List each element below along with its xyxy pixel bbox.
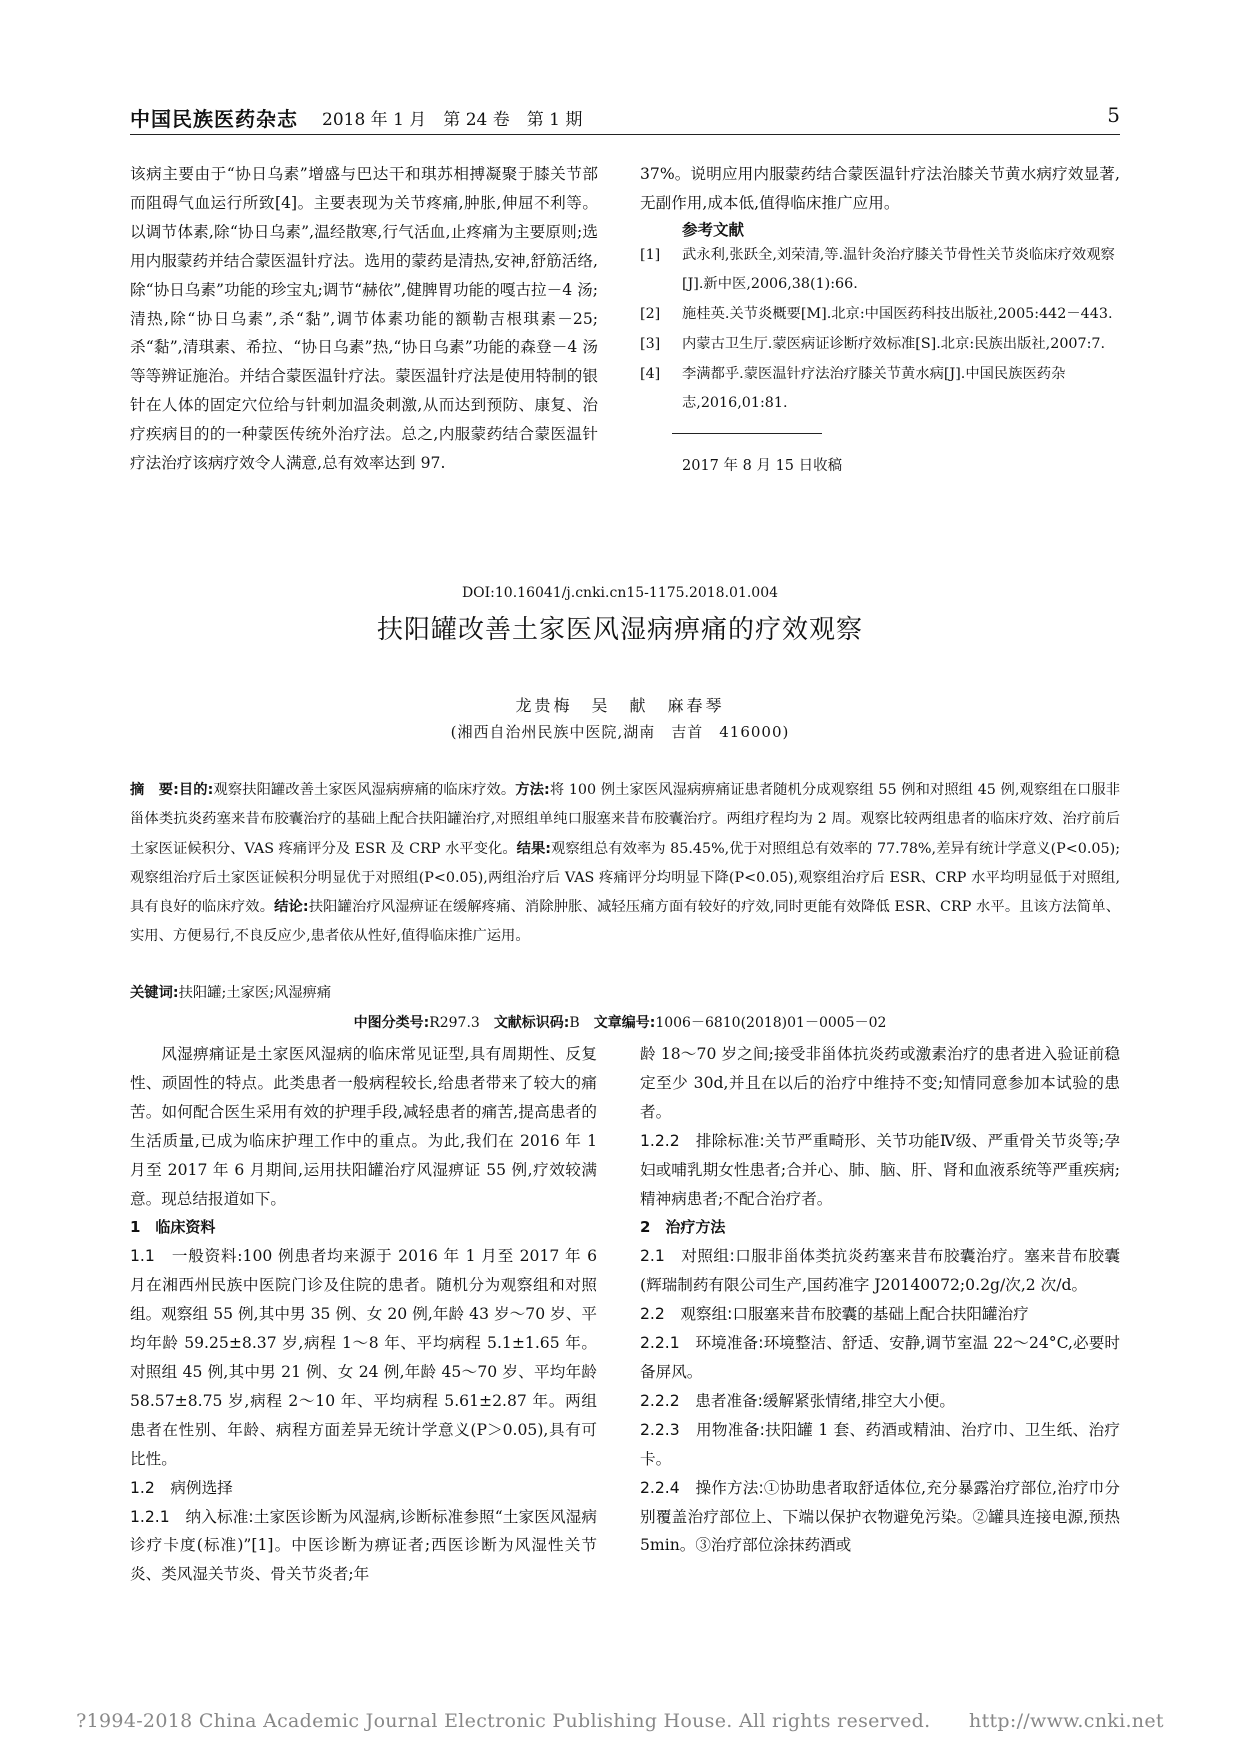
observation-group-paragraph <box>640 1300 1120 1329</box>
reference-number: [1] <box>640 246 661 263</box>
clc-value: R297.3 <box>429 1015 480 1031</box>
subsection-label: 1.2.1 纳入标准: <box>130 1507 254 1526</box>
reference-item <box>640 360 1120 418</box>
patient-prep-paragraph <box>640 1387 1120 1416</box>
doi: DOI:10.16041/j.cnki.cn15-1175.2018.01.004 <box>461 585 779 601</box>
objective-label: 目的: <box>178 782 214 798</box>
section-heading: 2 治疗方法 <box>640 1218 726 1237</box>
supplies-paragraph <box>640 1416 1120 1474</box>
reference-item <box>640 300 1120 329</box>
article-no-label: 文章编号: <box>593 1015 656 1031</box>
classification-line <box>0 1012 1240 1032</box>
references-heading: 参考文献 <box>682 220 745 239</box>
abstract-conclusion: 扶阳罐治疗风湿痹证在缓解疼痛、消除肿胀、减轻压痛方面有较好的疗效,同时更能有效降低 ESR、CRP 水平。且该方法简单、实用、方便易行,不良反应少,患者依从性好,值得临床推广运用。 <box>130 899 1121 945</box>
control-group-paragraph <box>640 1242 1120 1300</box>
subsection-label: 2.1 对照组: <box>640 1247 735 1266</box>
issue-info: 2018 年 1 月 第 24 卷 第 1 期 <box>322 110 583 130</box>
article-title: 扶阳罐改善土家医风湿病痹痛的疗效观察 <box>376 615 863 645</box>
body-left-column <box>130 1040 597 1589</box>
reference-text: 施桂英.关节炎概要[M].北京:中国医药科技出版社,2005:442－443. <box>682 305 1113 322</box>
results-label: 结果: <box>516 840 552 857</box>
intro-paragraph: 风湿痹痛证是土家医风湿病的临床常见证型,具有周期性、反复性、顽固性的特点。此类患者一般病程较长,给患者带来了较大的痛苦。如何配合医生采用有效的护理手段,减轻患者的痛苦,提高患者的生活质量,已成为临床护理工作中的重点。为此,我们在 2016 年 1 月至 2017 年 6 月期间,运用扶阳罐治疗风湿痹证 55 例,疗效较满意。现总结报道如下。 <box>130 1045 597 1208</box>
affiliation: (湘西自治州民族中医院,湖南 吉首 416000) <box>450 723 790 741</box>
reference-text: 内蒙古卫生厅.蒙医病证诊断疗效标准[S].北京:民族出版社,2007:7. <box>682 335 1106 352</box>
subsection-text: 口服塞来昔布胶囊的基础上配合扶阳罐治疗 <box>732 1305 1029 1324</box>
article-no-value: 1006－6810(2018)01－0005－02 <box>655 1015 887 1031</box>
subsection-label: 2.2.3 用物准备: <box>640 1420 765 1439</box>
subsection-label: 2.2.1 环境准备: <box>640 1334 764 1353</box>
abstract-methods: 将 100 例土家医风湿病痹痛证患者随机分成观察组 55 例和对照组 45 例,观察组在口服非甾体类抗炎药塞来昔布胶囊治疗的基础上配合扶阳罐治疗,对照组单纯口服塞来昔布胶囊治疗。两组疗程均为 2 周。观察比较两组患者的临床疗效、治疗前后土家医证候积分、VAS 疼痛评分及 ESR 及 CRP 水平变化。 <box>130 782 1121 857</box>
subsection-text: 土家医诊断为风湿病,诊断标准参照“土家医风湿病诊疗卡度(标准)”[1]。中医诊断为痹证者;西医诊断为风湿性关节炎、类风湿关节炎、骨关节炎者;年 <box>130 1507 597 1584</box>
references-end-rule <box>672 433 822 434</box>
procedure-paragraph <box>640 1474 1120 1561</box>
journal-name: 中国民族医药杂志 <box>130 107 298 131</box>
reference-number: [3] <box>640 335 661 352</box>
received-date: 2017 年 8 月 15 日收稿 <box>682 457 843 474</box>
inclusion-criteria-paragraph <box>130 1503 597 1590</box>
header-rule <box>130 134 1120 135</box>
subsection-label: 1.1 <box>130 1247 155 1266</box>
abstract-results: 观察组总有效率为 85.45%,优于对照组总有效率的 77.78%,差异有统计学意义(P<0.05);观察组治疗后土家医证候积分明显优于对照组(P<0.05),两组治疗后 VAS 疼痛评分均明显下降(P<0.05),观察组治疗后 ESR、CRP 水平均明显低于对照组,具有良好的临床疗效。 <box>130 840 1121 916</box>
reference-text: 李满都乎.蒙医温针疗法治疗膝关节黄水病[J].中国民族医药杂志,2016,01:81. <box>682 365 1066 411</box>
previous-article-conclusion: 37%。说明应用内服蒙药结合蒙医温针疗法治膝关节黄水病疗效显著,无副作用,成本低,值得临床推广应用。 <box>640 165 1120 212</box>
exclusion-criteria-paragraph <box>640 1127 1120 1214</box>
subsection-label: 2.2 观察组: <box>640 1305 733 1324</box>
doc-code-label: 文献标识码: <box>493 1015 570 1031</box>
methods-label: 方法: <box>515 782 550 798</box>
clc-label: 中图分类号: <box>353 1015 430 1031</box>
reference-item <box>640 241 1120 299</box>
reference-number: [4] <box>640 365 661 382</box>
subsection-text: 一般资料:100 例患者均来源于 2016 年 1 月至 2017 年 6 月在湘西州民族中医院门诊及住院的患者。随机分为观察组和对照组。观察组 55 例,其中男 35 例、女 20 例,年龄 43 岁～70 岁、平均年龄 59.25±8.37 岁,病程 1～8 年、平均病程 5.1±1.65 年。对照组 45 例,其中男 21 例、女 24 例,年龄 45～70 岁、平均年龄 58.57±8.75 岁,病程 2～10 年、平均病程 5.61±2.87 年。两组患者在性别、年龄、病程方面差异无统计学意义(P＞0.05),具有可比性。 <box>130 1247 597 1468</box>
subsection-text: ①协助患者取舒适体位,充分暴露治疗部位,治疗巾分别覆盖治疗部位上、下端以保护衣物避免污染。②罐具连接电源,预热 5min。③治疗部位涂抹药酒或 <box>640 1478 1120 1555</box>
subsection-text: 口服非甾体类抗炎药塞来昔布胶囊治疗。塞来昔布胶囊(辉瑞制药有限公司生产,国药准字 J20140072;0.2g/次,2 次/d。 <box>640 1247 1120 1295</box>
abstract <box>130 776 1120 952</box>
abstract-objective: 观察扶阳罐改善土家医风湿病痹痛的临床疗效。 <box>213 782 516 798</box>
keywords <box>130 982 1120 1002</box>
abstract-label: 摘 要: <box>130 782 179 798</box>
copyright-footer: ?1994-2018 China Academic Journal Electronic Publishing House. All rights reserved. http://www.cnki.net <box>76 1710 1164 1732</box>
page-number: 5 <box>1107 103 1120 127</box>
keywords-label: 关键词: <box>130 985 179 1001</box>
subsection-label: 2.2.2 患者准备: <box>640 1391 763 1410</box>
previous-article-right-column <box>640 160 1120 475</box>
page-header <box>130 103 1120 133</box>
subsection-heading: 1.2 病例选择 <box>130 1478 233 1497</box>
subsection-text: 缓解紧张情绪,排空大小便。 <box>762 1391 955 1410</box>
conclusion-label: 结论: <box>274 899 309 916</box>
subsection-text: 关节严重畸形、关节功能Ⅳ级、严重骨关节炎等;孕妇或哺乳期女性患者;合并心、肺、脑、肝、肾和血液系统等严重疾病;精神病患者;不配合治疗者。 <box>640 1131 1120 1208</box>
inclusion-criteria-continued: 龄 18～70 岁之间;接受非甾体抗炎药或激素治疗的患者进入验证前稳定至少 30d,并且在以后的治疗中维持不变;知情同意参加本试验的患者。 <box>640 1045 1120 1121</box>
environment-paragraph <box>640 1329 1120 1387</box>
reference-number: [2] <box>640 305 661 322</box>
subsection-label: 2.2.4 操作方法: <box>640 1478 764 1497</box>
subsection-text: 环境整洁、舒适、安静,调节室温 22～24°C,必要时备屏风。 <box>640 1334 1120 1381</box>
subsection-text: 扶阳罐 1 套、药酒或精油、治疗巾、卫生纸、治疗卡。 <box>640 1420 1120 1468</box>
general-data-paragraph <box>130 1242 597 1473</box>
doc-code-value: B <box>569 1015 580 1031</box>
subsection-label: 1.2.2 排除标准: <box>640 1131 765 1150</box>
keywords-text: 扶阳罐;土家医;风湿痹痛 <box>178 985 332 1001</box>
reference-text: 武永利,张跃全,刘荣清,等.温针灸治疗膝关节骨性关节炎临床疗效观察[J].新中医,2006,38(1):66. <box>682 246 1115 292</box>
section-heading: 1 临床资料 <box>130 1218 216 1237</box>
body-right-column <box>640 1040 1120 1560</box>
authors: 龙贵梅 吴 献 麻春琴 <box>515 696 725 715</box>
reference-item <box>640 330 1120 359</box>
previous-article-left-column <box>130 160 598 478</box>
previous-article-paragraph: 该病主要由于“协日乌素”增盛与巴达干和琪苏相搏凝聚于膝关节部而阻碍气血运行所致[4]。主要表现为关节疼痛,肿胀,伸屈不利等。以调节体素,除“协日乌素”,温经散寒,行气活血,止疼痛为主要原则;选用内服蒙药并结合蒙医温针疗法。选用的蒙药是清热,安神,舒筋活络,除“协日乌素”功能的珍宝丸;调节“赫依”,健脾胃功能的嘎古拉－4 汤;清热,除“协日乌素”,杀“黏”,调节体素功能的额勒吉根琪素－25;杀“黏”,清琪素、希拉、“协日乌素”热,“协日乌素”功能的森登－4 汤等等辨证施治。并结合蒙医温针疗法。蒙医温针疗法是使用特制的银针在人体的固定穴位给与针刺加温灸刺激,从而达到预防、康复、治疗疾病目的的一种蒙医传统外治疗法。总之,内服蒙药结合蒙医温针疗法治疗该病疗效令人满意,总有效率达到 97. <box>130 165 598 473</box>
